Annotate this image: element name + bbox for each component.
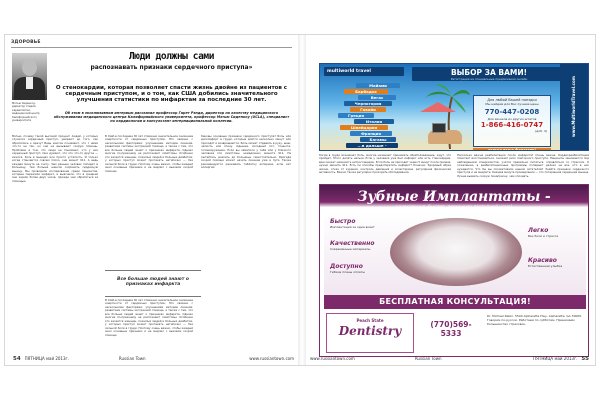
destination-item: Италия: [354, 119, 394, 124]
right-article-mid: Насколько важна реабилитация после инфаркта? Очень важна. Кардиореабилитация помогает восстановиться, снижает риск повторного приступа. Пациенты занимаются под наблюдением специалистов, учатся правильно питаться, справляться со стрессом. К сожалению, в реабилитационные программы попадают далеко не все, кто в них нуждается. Что бы вы посоветовали нашим читателям? Знайте признаки сердечного приступа и не медлите. Каждая минута промедления — это потерянная сердечная мышца. Лучше вызвать скорую понапрасну, чем опоздать.: [457, 154, 589, 178]
destination-item: Вегас: [358, 95, 396, 100]
page-number: 54: [13, 355, 21, 362]
article-intro: Об этом в эксклюзивном интервью рассказал профессор Гарет Рэнди, директор по качеству медицинского обслуживания медицинского центра Калифорнийского университета, профессор Мэтью Сиденкоу (UCLA), специалист по кардиологии и консультант интернациональной коллегии.: [53, 111, 290, 124]
magazine-spread: [4, 34, 596, 366]
travel-tagline: только ваша фантазия!: [473, 148, 551, 151]
footer-site: www.russiantown.com: [249, 356, 294, 361]
destination-item: Майами: [356, 83, 400, 88]
destination-item: Гавайи: [350, 107, 386, 112]
dental-text-quality: Современные материалы: [330, 247, 371, 251]
travel-call-line3: Для звонков из других штатов: [487, 117, 537, 121]
travel-phone-ext: (доб. 4): [535, 129, 547, 133]
right-footer: [310, 355, 593, 362]
travel-call-line1: Для любой Вашей поездки: [487, 98, 537, 102]
footer-brand: Russian Town: [414, 356, 442, 361]
destination-item: Франция: [350, 131, 392, 136]
article-headline: Люди должны сами: [128, 51, 215, 62]
pullquote-rule-bottom: [105, 296, 201, 297]
destination-item: Барбадос: [344, 89, 388, 94]
dental-text-beautiful: Естественная улыбка: [528, 264, 563, 268]
dental-label-quality: Качественно: [330, 240, 375, 247]
right-article-top: Когда в груди возникает боль, многие начинают принимать обезболивающие, ждут, что пройдет. Этого делать нельзя. Если у человека уже был инфаркт или есть стенокардия, врач может назначить нитроглицерин. Если боль не проходит через 5 минут после приема, нужно звонить 911. Есть ли способы предотвратить инфаркт? Конечно. Здоровый образ жизни, отказ от курения, контроль давления и холестерина, регулярная физическая активность. Важно также регулярно проходить обследования.: [319, 154, 451, 175]
dental-text-fast: Имплантация за один визит: [330, 225, 375, 229]
travel-banner-sub: Регистрация на специальные предложения онлайн: [450, 77, 528, 81]
laptop-icon: [432, 123, 446, 133]
dental-label-easy: Легко: [528, 227, 549, 234]
travel-contact-box: [473, 95, 551, 147]
left-footer: [9, 355, 294, 362]
dental-ad: [319, 184, 589, 357]
article-column-2b: В США в последние 30 лет отмечено значительное снижение смертности от сердечных приступов. Это связано с несколькими факторами: улучшением методов лечения, развитием системы экстренной помощи, а также с тем, что все больше людей знают о признаках инфаркта. Однако многие по-прежнему не распознают симптомы. Особенно это касается женщин, пожилых людей и больных диабетом, у которых приступ может протекать нетипично — без сильной боли в груди. Поэтому очень важно, чтобы каждый знал основные признаки и не медлил с вызовом скорой помощи.: [105, 299, 193, 337]
footer-issue: ПЯТНИЦА май 2013г.: [24, 356, 69, 361]
footer-brand: Russian Town: [118, 356, 146, 361]
destination-item: Греция: [338, 113, 374, 118]
dental-label-affordable: Доступно: [330, 263, 363, 270]
destination-item: Багамы: [360, 137, 396, 142]
travel-website: www.MultiworldTravel.com: [560, 64, 588, 150]
travel-logo: multiworld travel: [324, 67, 404, 76]
dental-title: Зубные Имплантаты -: [357, 189, 551, 205]
travel-banner: ВЫБОР ЗА ВАМИ!: [412, 67, 566, 81]
pullquote: Все больше людей знают о признаках инфаркта: [117, 277, 189, 287]
portrait-photo: [12, 53, 47, 100]
dental-text-affordable: Гибкие планы оплаты: [330, 270, 365, 274]
travel-phone-tollfree: 1-866-416-0747: [480, 121, 544, 129]
dental-address: Dr. Michael Rabin. 5500 Alpharetta Hwy, Alpharetta, GA 30005. Говорим по-русски. Работаем по субботам. Принимаем большинство страховок.: [487, 314, 583, 326]
article-lead: О стенокардии, которая позволяет спасти жизнь двойне из пациентов с сердечным приступом, и о том, как США добились значительного улучшения статистики по инфарктам за последние 30 лет.: [55, 85, 288, 104]
dental-logo-line2: Dentistry: [338, 324, 402, 338]
section-rule: [11, 47, 292, 48]
dental-subtitle: качественно, быстро, легко и по доступной цене!: [395, 205, 513, 210]
destination-item: Черногория: [344, 101, 392, 106]
dental-label-fast: Быстро: [330, 218, 356, 225]
dental-logo: [326, 313, 414, 353]
dental-consult-banner: БЕСПЛАТНАЯ КОНСУЛЬТАЦИЯ!: [324, 295, 586, 309]
destination-item: Швейцария: [340, 125, 388, 130]
photo-caption: Мэтью Сиденкоу, директор отдела кардиологии, медицинский центр Калифорнийского университета: [12, 102, 40, 123]
article-column-2: В США в последние 30 лет отмечено значительное снижение смертности от сердечных приступов. Это связано с несколькими факторами: улучшением методов лечения, развитием системы экстренной помощи, а также с тем, что все больше людей знают о признаках инфаркта. Однако многие по-прежнему не распознают симптомы. Особенно это касается женщин, пожилых людей и больных диабетом, у которых приступ может протекать нетипично — без сильной боли в груди. Поэтому очень важно, чтобы каждый знал основные признаки и не медлил с вызовом скорой помощи.: [105, 135, 193, 173]
page-gutter: [298, 35, 306, 365]
destination-item: ...в дальше -: [346, 143, 398, 148]
travel-ad: [319, 63, 589, 151]
article-column-3: Каковы основные признаки сердечного приступа? Боль или дискомфорт в груди, которые длятся несколько минут или проходят и возвращаются. Боль может отдавать в руку, шею, челюсть или спину. Одышка, холодный пот, тошнота, головокружение. Если вы заметили у себя или у близкого человека эти симптомы, немедленно звоните 911. Не пытайтесь доехать до больницы самостоятельно. Бригада скорой помощи может начать лечение уже в пути. Также рекомендуется разжевать таблетку аспирина, если нет аллергии.: [201, 135, 291, 170]
right-page: [306, 35, 597, 365]
dental-logo-line1: Peach State: [356, 318, 384, 323]
teeth-image: [390, 218, 522, 286]
dental-text-easy: Без боли и стресса: [528, 234, 559, 238]
page-number: 55: [581, 355, 589, 362]
dental-phone: (770)569-5333: [430, 320, 472, 338]
umbrella-icon: [420, 102, 456, 112]
footer-site: www.russiantown.com: [310, 356, 355, 361]
travel-phone-local: 770-447-0208: [484, 108, 540, 116]
article-column-1: Мэтью, почему такой высокий процент людей, у которых случился сердечный приступ, умирают до того, как обратились к врачу? Ведь многие понимают, что с ними что-то не так, но они не вызывают скорую помощь. Проблема в том, что люди не понимают, что у них сердечный приступ. Они думают, что это что-то другое — изжога, боль в мышцах или просто усталость. И только когда становится совсем плохо, они звонят 911. А ведь каждая минута на счету. Чем раньше человек попадет в больницу, тем больше шансов сохранить сердечную мышцу. Мы проводили исследование среди пациентов, которые пережили инфаркт, и выяснили, что в среднем они ждали более двух часов, прежде чем обратиться за помощью.: [12, 135, 98, 183]
left-page: [5, 35, 298, 365]
section-label: ЗДОРОВЬЕ: [11, 40, 41, 45]
footer-issue: ПЯТНИЦА май 2013г.: [533, 356, 578, 361]
article-subhead: распознавать признаки сердечного приступа»: [90, 64, 253, 71]
dental-label-beautiful: Красиво: [528, 257, 557, 264]
travel-call-line2: Мы найдем для Вас лучшие цены: [485, 102, 539, 106]
